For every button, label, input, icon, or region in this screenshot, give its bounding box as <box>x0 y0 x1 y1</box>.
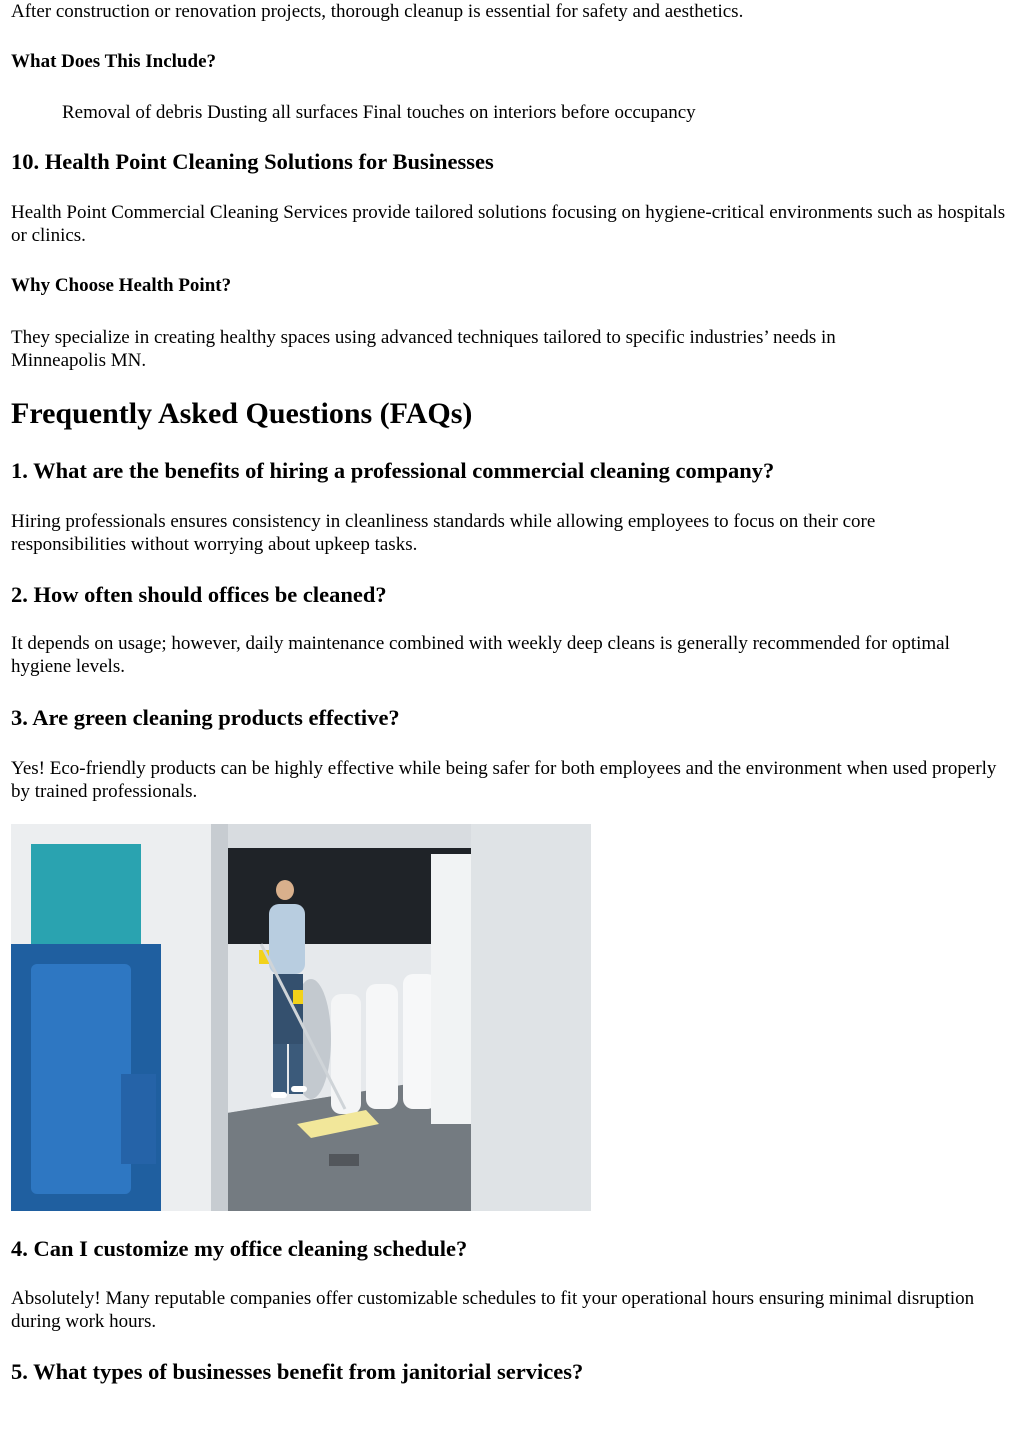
faq-question: 2. How often should offices be cleaned? <box>11 582 387 607</box>
faq-question: 5. What types of businesses benefit from janitorial services? <box>11 1359 584 1384</box>
why-paragraph: They specialize in creating healthy spaces using advanced techniques tailored to specific industries’ needs in Minneapolis MN. <box>11 327 836 371</box>
faq-answer: Absolutely! Many reputable companies offer customizable schedules to fit your operational hours ensuring minimal disruption during work hours. <box>11 1288 975 1332</box>
faq-question: 1. What are the benefits of hiring a professional commercial cleaning company? <box>11 458 775 483</box>
include-list: Removal of debris Dusting all surfaces Final touches on interiors before occupancy <box>62 102 696 123</box>
section10-paragraph: Health Point Commercial Cleaning Services provide tailored solutions focusing on hygiene-critical environments such as hospitals or clinics. <box>11 202 1006 246</box>
faq-heading: Frequently Asked Questions (FAQs) <box>11 397 473 430</box>
cleaning-worker-photo <box>11 824 591 1211</box>
intro-paragraph: After construction or renovation projects, thorough cleanup is essential for safety and aesthetics. <box>11 1 744 22</box>
faq-answer: Hiring professionals ensures consistency in cleanliness standards while allowing employees to focus on their core responsibilities without worrying about upkeep tasks. <box>11 511 876 555</box>
faq-answer: It depends on usage; however, daily maintenance combined with weekly deep cleans is generally recommended for optimal hygiene levels. <box>11 633 950 677</box>
faq-question: 4. Can I customize my office cleaning schedule? <box>11 1236 468 1261</box>
faq-question: 3. Are green cleaning products effective? <box>11 705 400 730</box>
include-heading: What Does This Include? <box>11 51 217 72</box>
section10-heading: 10. Health Point Cleaning Solutions for Businesses <box>11 149 494 174</box>
faq-answer: Yes! Eco-friendly products can be highly effective while being safer for both employees and the environment when used properly by trained professionals. <box>11 758 997 802</box>
why-heading: Why Choose Health Point? <box>11 275 232 296</box>
